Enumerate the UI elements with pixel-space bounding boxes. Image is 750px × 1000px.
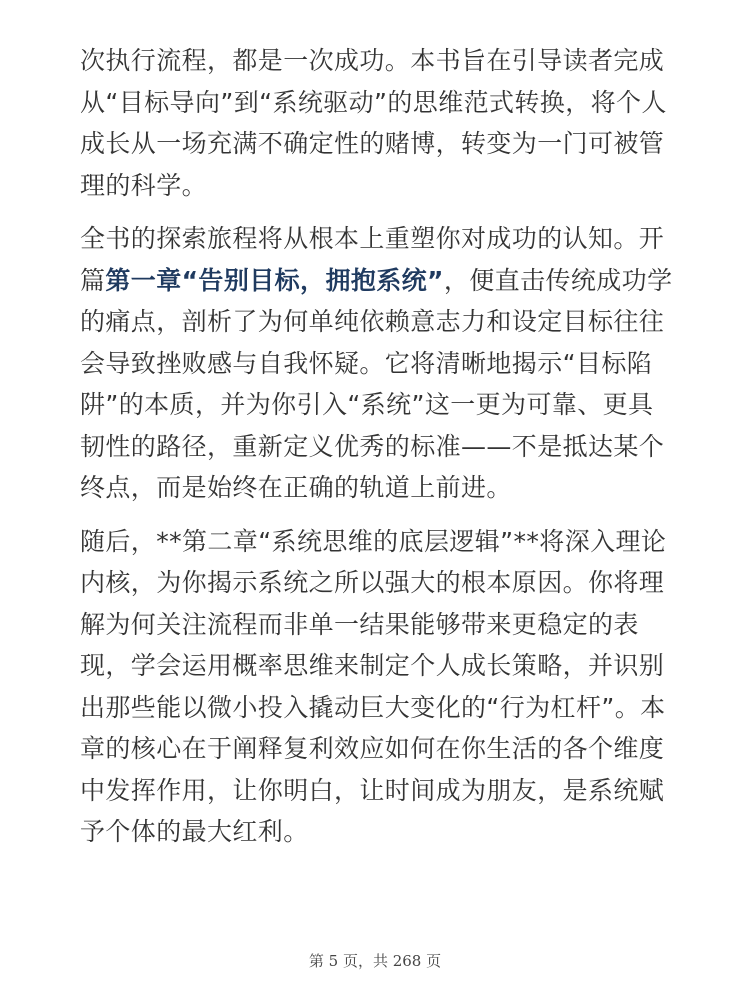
- paragraph-text: 随后，**第二章“系统思维的底层逻辑”**将深入理论内核，为你揭示系统之所以强大的根本原因。你将理解为何关注流程而非单一结果能够带来更稳定的表现，学会运用概率思维来制定个人成长策略，并识别出那些能以微小投入撬动巨大变化的“行为杠杆”。本章的核心在于阐释复利效应如何在你生活的各个维度中发挥作用，让你明白，让时间成为朋友，是系统赋予个体的最大红利。: [80, 526, 667, 846]
- paragraph-text: 全书的探索旅程将从根本上重塑你对成功的认知。开篇: [80, 224, 665, 295]
- paragraph-3: [80, 521, 674, 853]
- body-text: [80, 40, 674, 853]
- paragraph-1: [80, 40, 674, 206]
- paragraph-text: ，便直击传统成功学的痛点，剖析了为何单纯依赖意志力和设定目标往往会导致挫败感与自我怀疑。它将清晰地揭示“目标陷阱”的本质，并为你引入“系统”这一更为可靠、更具韧性的路径，重新定义优秀的标准——不是抵达某个终点，而是始终在正确的轨道上前进。: [80, 265, 673, 502]
- paragraph-text: 次执行流程，都是一次成功。本书旨在引导读者完成从“目标导向”到“系统驱动”的思维范式转换，将个人成长从一场充满不确定性的赌博，转变为一门可被管理的科学。: [80, 46, 667, 200]
- paragraph-2: [80, 218, 674, 509]
- page-number: 第 5 页，共 268 页: [308, 952, 442, 970]
- chapter-1-title: 第一章“告别目标，拥抱系统”: [105, 265, 444, 295]
